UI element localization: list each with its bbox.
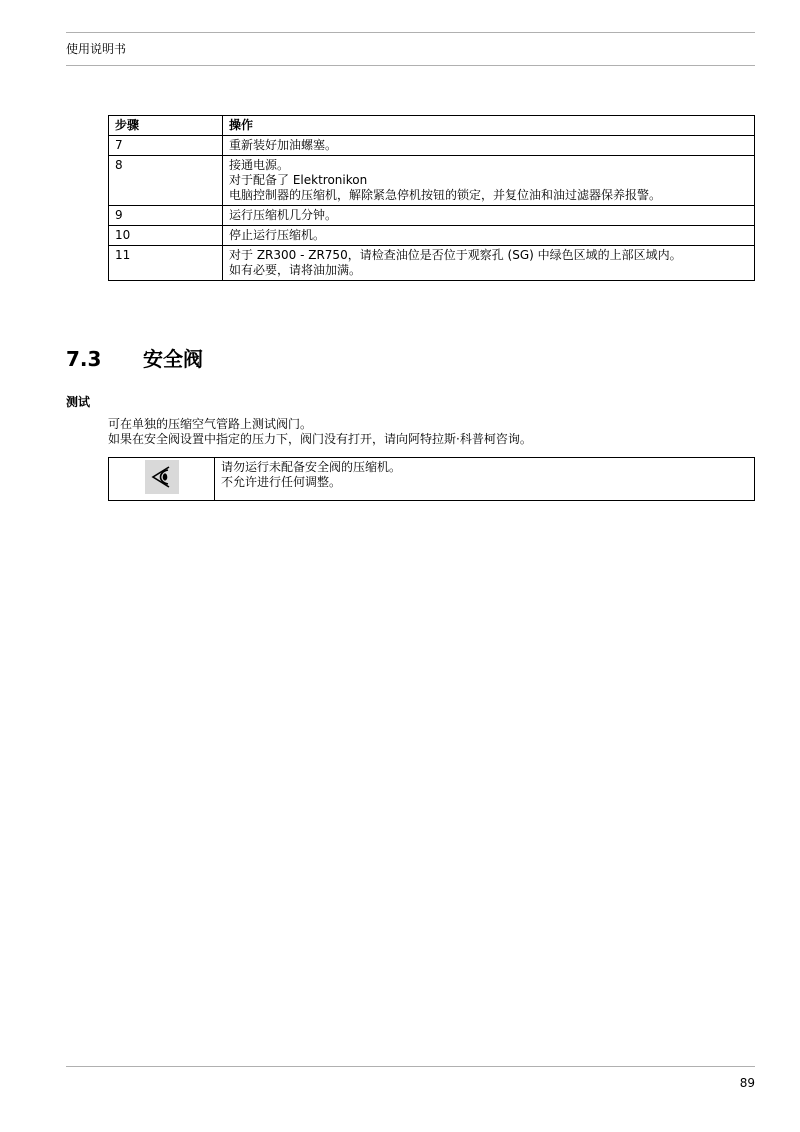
page-number: 89 xyxy=(739,1076,755,1090)
column-header-step: 步骤 xyxy=(109,116,223,136)
footer-rule xyxy=(66,1066,755,1067)
table-row xyxy=(109,226,755,246)
action-line: 接通电源。 xyxy=(229,158,290,172)
action-line: 电脑控制器的压缩机，解除紧急停机按钮的锁定，并复位油和油过滤器保养报警。 xyxy=(229,188,662,202)
steps-table xyxy=(108,115,755,281)
eye-warning-icon xyxy=(145,460,179,494)
action-line: 对于配备了 Elektronikon xyxy=(229,173,368,187)
action-line: 对于 ZR300 - ZR750，请检查油位是否位于观察孔 (SG) 中绿色区域的上部区域内。 xyxy=(229,248,682,262)
section-number: 7.3 xyxy=(66,347,102,371)
step-action xyxy=(223,156,755,206)
step-number: 10 xyxy=(109,226,223,246)
action-line: 停止运行压缩机。 xyxy=(229,228,326,242)
notice-text xyxy=(215,458,755,501)
step-number: 9 xyxy=(109,206,223,226)
notice-icon-cell xyxy=(109,458,215,501)
document-title: 使用说明书 xyxy=(66,42,127,56)
table-row xyxy=(109,136,755,156)
notice-table xyxy=(108,457,755,501)
subsection-title: 测试 xyxy=(66,395,91,409)
notice-row xyxy=(109,458,755,501)
step-action xyxy=(223,206,755,226)
step-action xyxy=(223,246,755,281)
table-row xyxy=(109,246,755,281)
section-heading xyxy=(66,343,203,372)
step-number: 8 xyxy=(109,156,223,206)
header-rule-bottom xyxy=(66,65,755,66)
body-paragraph xyxy=(108,417,532,447)
action-line: 如有必要，请将油加满。 xyxy=(229,263,362,277)
action-line: 运行压缩机几分钟。 xyxy=(229,208,338,222)
step-number: 11 xyxy=(109,246,223,281)
table-row xyxy=(109,156,755,206)
body-line: 如果在安全阀设置中指定的压力下，阀门没有打开，请向阿特拉斯·科普柯咨询。 xyxy=(108,432,532,446)
notice-line: 请勿运行未配备安全阀的压缩机。 xyxy=(221,460,402,474)
header-rule-top xyxy=(66,32,755,33)
step-action xyxy=(223,226,755,246)
step-action xyxy=(223,136,755,156)
table-header-row xyxy=(109,116,755,136)
body-line: 可在单独的压缩空气管路上测试阀门。 xyxy=(108,417,313,431)
action-line: 重新装好加油螺塞。 xyxy=(229,138,338,152)
step-number: 7 xyxy=(109,136,223,156)
notice-line: 不允许进行任何调整。 xyxy=(221,475,342,489)
column-header-action: 操作 xyxy=(223,116,755,136)
section-title: 安全阀 xyxy=(143,347,203,371)
table-row xyxy=(109,206,755,226)
